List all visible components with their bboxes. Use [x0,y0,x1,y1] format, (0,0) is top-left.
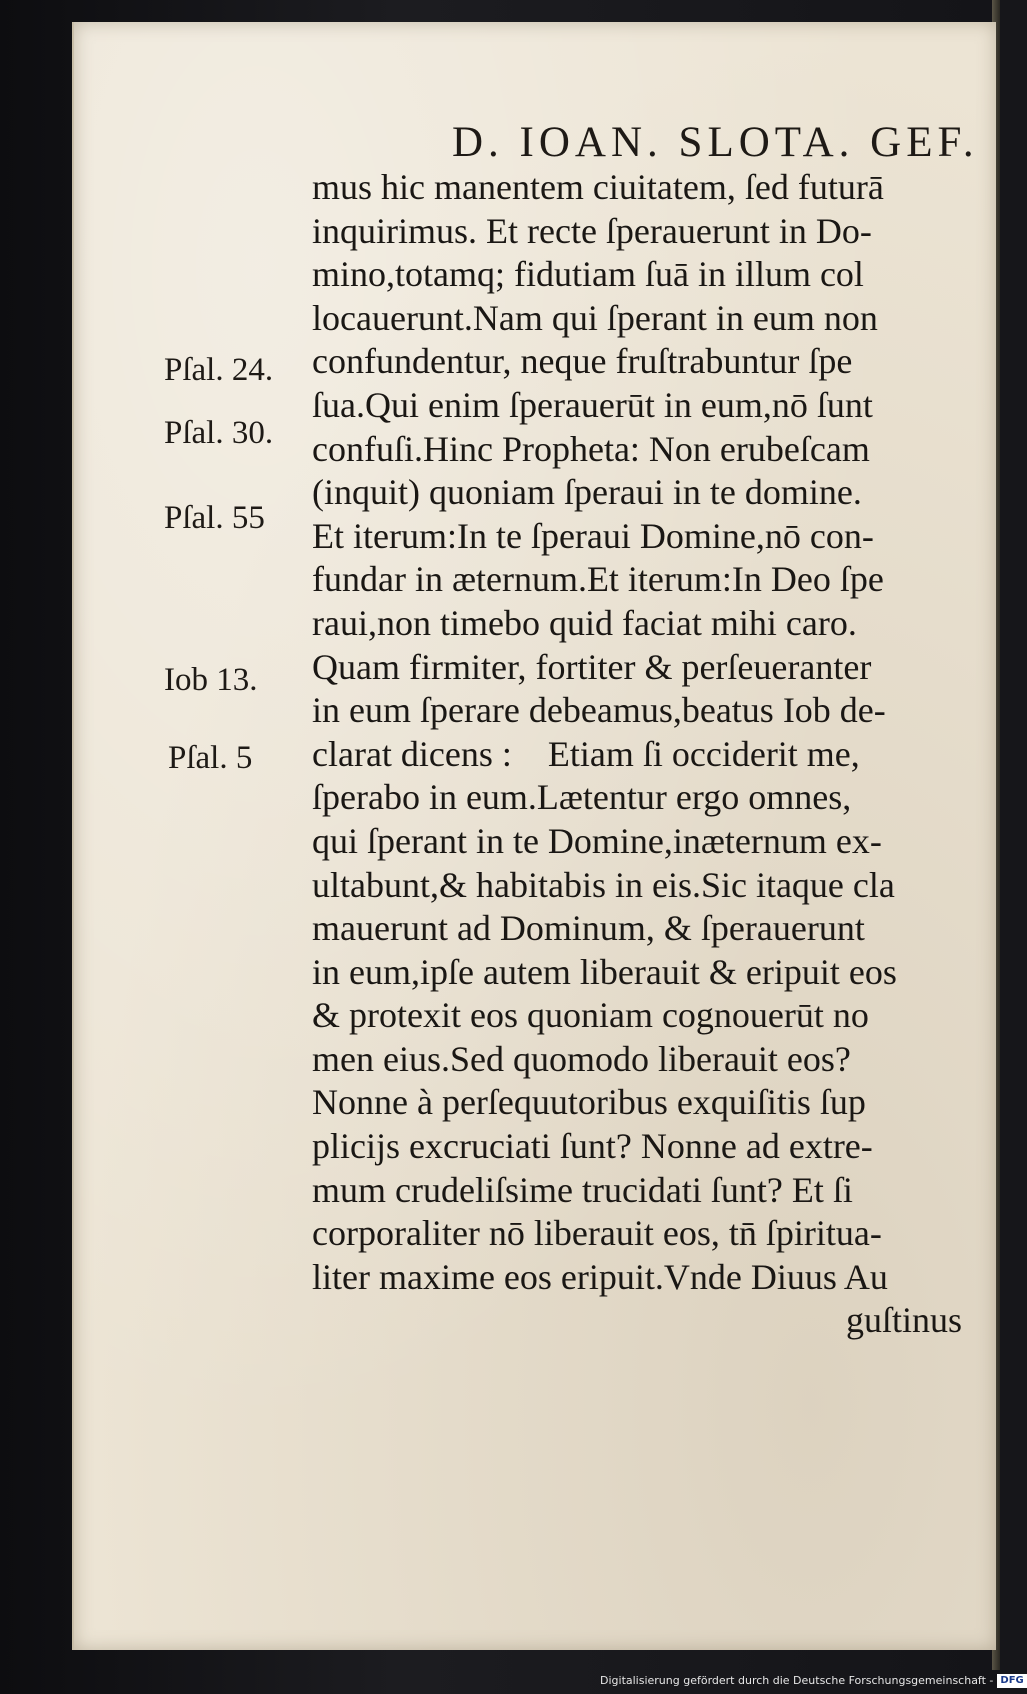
dfg-logo: DFG [997,1674,1026,1688]
margin-note: Iob 13. [164,662,258,698]
digitization-credit [600,1672,1024,1690]
text-line: raui,non timebo quid faciat mihi caro. [312,602,857,643]
text-line: confundentur, neque fruſtrabuntur ſpe [312,341,853,382]
text-line: ultabunt,& habitabis in eis.Sic itaque cla [312,864,895,905]
text-line: ſperabo in eum.Lætentur ergo omnes, [312,777,852,818]
text-line: fundar in æternum.Et iterum:In Deo ſpe [312,559,884,600]
credit-text: Digitalisierung gefördert durch die Deutsche Forschungsgemeinschaft - [600,1674,994,1687]
text-line: clarat dicens : Etiam ſi occiderit me, [312,733,860,774]
text-line: mino,totamq; fidutiam ſuā in illum col [312,254,864,295]
text-line: & protexit eos quoniam cognouerūt no [312,995,869,1036]
text-line: mum crudeliſsime trucidati ſunt? Et ſi [312,1169,853,1210]
margin-note: Pſal. 30. [164,415,274,451]
text-line: liter maxime eos eripuit.Vnde Diuus Au [312,1256,888,1297]
text-line: Et iterum:In te ſperaui Domine,nō con- [312,515,874,556]
margin-note: Pſal. 5 [168,740,253,776]
running-header: D. IOAN. SLOTA. GEF. [452,119,979,166]
text-line: plicijs excruciati ſunt? Nonne ad extre- [312,1126,873,1167]
main-text [312,166,962,1343]
text-line: qui ſperant in te Domine,inæternum ex- [312,820,882,861]
text-line: in eum,ipſe autem liberauit & eripuit eos [312,951,897,992]
text-line: men eius.Sed quomodo liberauit eos? [312,1038,851,1079]
text-line: corporaliter nō liberauit eos, tn̄ ſpiritua- [312,1213,882,1254]
text-line: (inquit) quoniam ſperaui in te domine. [312,472,862,513]
text-line: Quam firmiter, fortiter & perſeueranter [312,646,872,687]
text-line: locauerunt.Nam qui ſperant in eum non [312,297,878,338]
text-line: mauerunt ad Dominum, & ſperauerunt [312,908,865,949]
text-line: ſua.Qui enim ſperauerūt in eum,nō ſunt [312,384,873,425]
margin-note: Pſal. 24. [164,352,274,388]
margin-note: Pſal. 55 [164,500,265,536]
catchword: guſtinus [845,1300,962,1341]
text-line: in eum ſperare debeamus,beatus Iob de- [312,690,886,731]
text-line: confuſi.Hinc Propheta: Non erubeſcam [312,428,870,469]
text-line: mus hic manentem ciuitatem, ſed futurā [312,167,884,207]
text-line: Nonne à perſequutoribus exquiſitis ſup [312,1082,866,1123]
text-line: inquirimus. Et recte ſperauerunt in Do- [312,210,872,251]
